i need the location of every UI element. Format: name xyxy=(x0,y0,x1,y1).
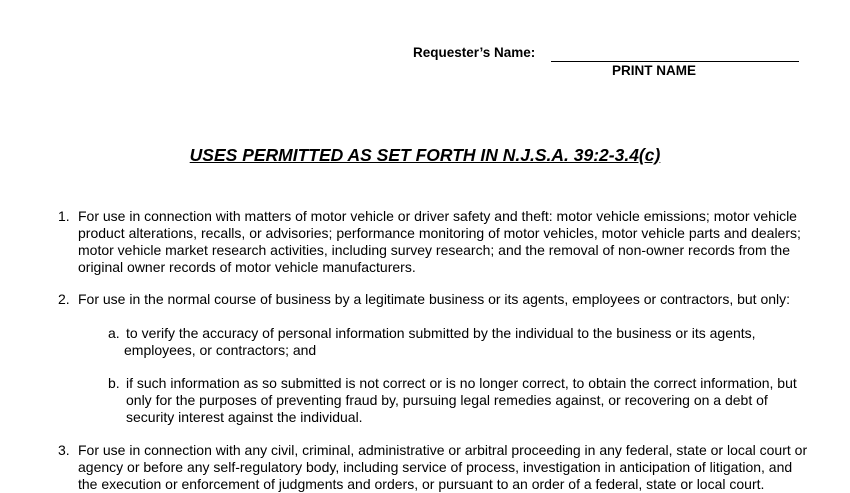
list-subitem-b xyxy=(108,375,797,426)
item-line: original owner records of motor vehicle manufacturers. xyxy=(78,259,416,275)
list-subitem-a xyxy=(108,325,756,359)
list-item-3 xyxy=(58,442,808,493)
requester-name-field[interactable] xyxy=(551,61,799,62)
list-item-1 xyxy=(58,208,801,276)
item-line: product alterations, recalls, or advisories; performance monitoring of motor vehicles, motor vehicle parts and dealers; xyxy=(78,225,801,241)
requester-name-label: Requester’s Name: xyxy=(413,45,536,60)
item-marker: a. xyxy=(108,325,120,341)
item-line: if such information as so submitted is not correct or is no longer correct, to obtain the correct information, but xyxy=(126,375,797,391)
item-line: the execution or enforcement of judgments and orders, or pursuant to an order of a federal, state or local court. xyxy=(78,476,765,492)
print-name-caption: PRINT NAME xyxy=(612,63,696,78)
item-line: security interest against the individual. xyxy=(126,409,363,425)
item-marker: 2. xyxy=(58,291,70,307)
item-line: agency or before any self-regulatory body, including service of process, investigation in anticipation of litigation, and xyxy=(78,459,793,475)
item-line: For use in the normal course of business by a legitimate business or its agents, employees or contractors, but only: xyxy=(78,291,791,307)
item-marker: 1. xyxy=(58,208,70,224)
item-marker: 3. xyxy=(58,442,70,458)
item-line: motor vehicle market research activities, including survey research; and the removal of non-owner records from the xyxy=(78,242,790,258)
section-title: USES PERMITTED AS SET FORTH IN N.J.S.A. 39:2-3.4(c) xyxy=(189,145,661,165)
item-line: employees, or contractors; and xyxy=(124,342,317,358)
item-line: For use in connection with any civil, criminal, administrative or arbitral proceeding in any federal, state or local court or xyxy=(78,442,808,458)
item-marker: b. xyxy=(108,375,120,391)
item-line: For use in connection with matters of motor vehicle or driver safety and theft: motor vehicle emissions; motor vehicle xyxy=(78,208,797,224)
list-item-2 xyxy=(58,291,791,308)
item-line: only for the purposes of preventing fraud by, pursuing legal remedies against, or recovering on a debt of xyxy=(126,392,768,408)
item-line: to verify the accuracy of personal information submitted by the individual to the business or its agents, xyxy=(126,325,756,341)
